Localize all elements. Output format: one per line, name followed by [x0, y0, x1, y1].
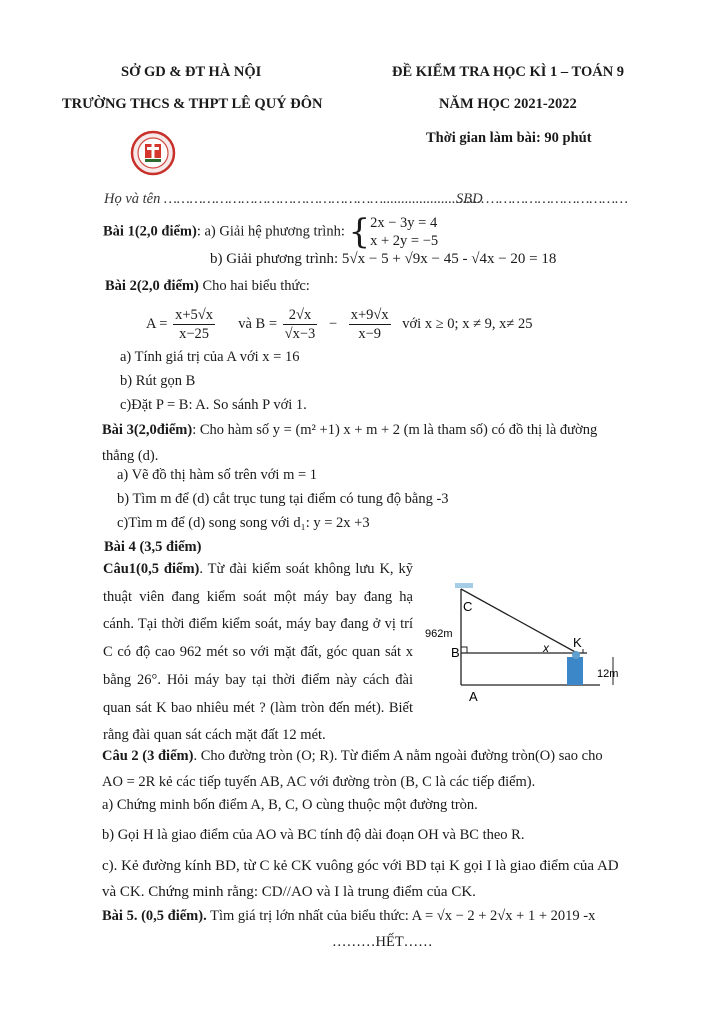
label-962m: 962m — [425, 628, 453, 640]
bai5-heading: Bài 5. (0,5 điểm). — [102, 908, 207, 924]
bai4-c: c). Kẻ đường kính BD, từ C kẻ CK vuông góc với BD tại K gọi I là giao điểm của AD và CK. Chứng minh rằng: CD//AO và I là trung điểm của CK. — [102, 858, 619, 900]
bai3-intro — [102, 417, 626, 469]
department-name: SỞ GD & ĐT HÀ NỘI — [121, 64, 262, 80]
B1-denominator: √x−3 — [284, 326, 316, 342]
equation-system — [370, 214, 438, 250]
bai4-cau1 — [103, 556, 413, 750]
B-fraction-1 — [283, 306, 318, 343]
system-brace: { — [348, 212, 371, 252]
bai3-a: a) Vẽ đồ thị hàm số trên với m = 1 — [117, 467, 318, 483]
B-label: và B = — [238, 316, 278, 332]
bai1-b-equation: 5√x − 5 + √9x − 45 - √4x − 20 = 18 — [341, 251, 557, 267]
school-year: NĂM HỌC 2021-2022 — [439, 96, 577, 112]
B1-numerator: 2√x — [283, 306, 318, 325]
bai2-b: b) Rút gọn B — [120, 373, 196, 389]
bai4-cau2 — [102, 743, 626, 795]
label-B: B — [451, 645, 460, 660]
bai5 — [102, 908, 595, 925]
bai3-c: c)Tìm m để (d) song song với d₁: y = 2x +3 — [117, 515, 370, 531]
bai2-a: a) Tính giá trị của A với x = 16 — [120, 349, 300, 365]
bai1-part-a — [103, 214, 438, 250]
bai5-text: Tìm giá trị lớn nhất của biểu thức: A = √x − 2 + 2√x + 1 + 2019 -x — [206, 908, 596, 924]
cau1-text: . Từ đài kiểm soát không lưu K, kỹ thuật viên đang kiểm soát một máy bay đang hạ cánh. Tại thời điểm kiểm soát, máy bay đang ở vị trí C có độ cao 962 mét so với mặt đất, góc quan sát x bằng 26°. Hỏi máy bay tại thời điểm này cách đài quan sát K bao nhiêu mét ? (làm tròn đến mét). Biết rằng đài quan sát cách mặt đất 12 mét. — [103, 561, 413, 744]
cau2-text: . Cho đường tròn (O; R). Từ điểm A nằm ngoài đường tròn(O) sao cho AO = 2R kẻ các tiếp tuyến AB, AC với đường tròn (B, C là các tiếp điểm). — [102, 748, 603, 790]
plane-icon — [455, 583, 473, 588]
bai2-heading: Bài 2(2,0 điểm) — [105, 278, 199, 294]
bai1-a-text: : a) Giải hệ phương trình: — [196, 223, 345, 240]
bai1-b-text: b) Giải phương trình: — [210, 251, 342, 267]
bai2-c: c)Đặt P = B: A. So sánh P với 1. — [120, 397, 307, 413]
equation-1: 2x − 3y = 4 — [370, 215, 438, 231]
B2-numerator: x+9√x — [350, 307, 389, 323]
student-id-line: SBD …………………………… — [456, 191, 629, 207]
bai2-intro-text: Cho hai biểu thức: — [198, 278, 310, 294]
school-logo — [130, 130, 176, 176]
cau2-heading: Câu 2 (3 điểm) — [102, 748, 194, 764]
bai4-figure — [425, 577, 635, 707]
bai3-intro-text: : Cho hàm số y = (m² +1) x + m + 2 (m là tham số) có đồ thị là đường thẳng (d). — [102, 422, 598, 464]
B2-denominator: x−9 — [358, 326, 382, 342]
bai4-heading: Bài 4 (3,5 điểm) — [104, 539, 202, 555]
A-label: A = — [146, 316, 168, 332]
right-angle-mark — [461, 647, 467, 653]
school-name: TRƯỜNG THCS & THPT LÊ QUÝ ĐÔN — [62, 96, 323, 112]
bai3-b: b) Tìm m để (d) cắt trục tung tại điểm có tung độ bằng -3 — [117, 491, 449, 507]
label-K: K — [573, 635, 582, 650]
bai4-b: b) Gọi H là giao điểm của AO và BC tính độ dài đoạn OH và BC theo R. — [102, 827, 525, 843]
equation-2: x + 2y = −5 — [370, 233, 439, 249]
label-C: C — [463, 599, 473, 614]
tower-top — [572, 651, 580, 659]
end-marker: ………HẾT…… — [332, 934, 433, 950]
A-denominator: x−25 — [179, 326, 210, 342]
A-numerator: x+5√x — [175, 307, 213, 323]
bai1-heading: Bài 1(2,0 điểm) — [103, 223, 197, 240]
condition-text: với x ≥ 0; x ≠ 9, x≠ 25 — [402, 316, 533, 332]
sight-line — [461, 589, 577, 653]
bai3-heading: Bài 3(2,0điểm) — [102, 422, 193, 438]
exam-duration: Thời gian làm bài: 90 phút — [426, 130, 592, 146]
bai4-a: a) Chứng minh bốn điểm A, B, C, O cùng thuộc một đường tròn. — [102, 797, 478, 813]
tower-body — [567, 657, 583, 685]
minus-sign: − — [328, 316, 338, 332]
cau1-heading: Câu1(0,5 điểm) — [103, 561, 200, 577]
A-fraction — [173, 306, 215, 343]
bai1-part-b — [210, 251, 556, 268]
label-x: x — [543, 641, 549, 655]
bai2-intro — [105, 278, 310, 295]
label-A: A — [469, 689, 478, 704]
B-fraction-2 — [349, 306, 391, 343]
student-name-line: Họ và tên ……………………………………………............................ — [104, 191, 485, 207]
exam-title: ĐỀ KIỂM TRA HỌC KÌ 1 – TOÁN 9 — [392, 64, 625, 80]
bai2-expressions — [146, 306, 533, 343]
label-12m: 12m — [597, 668, 619, 680]
